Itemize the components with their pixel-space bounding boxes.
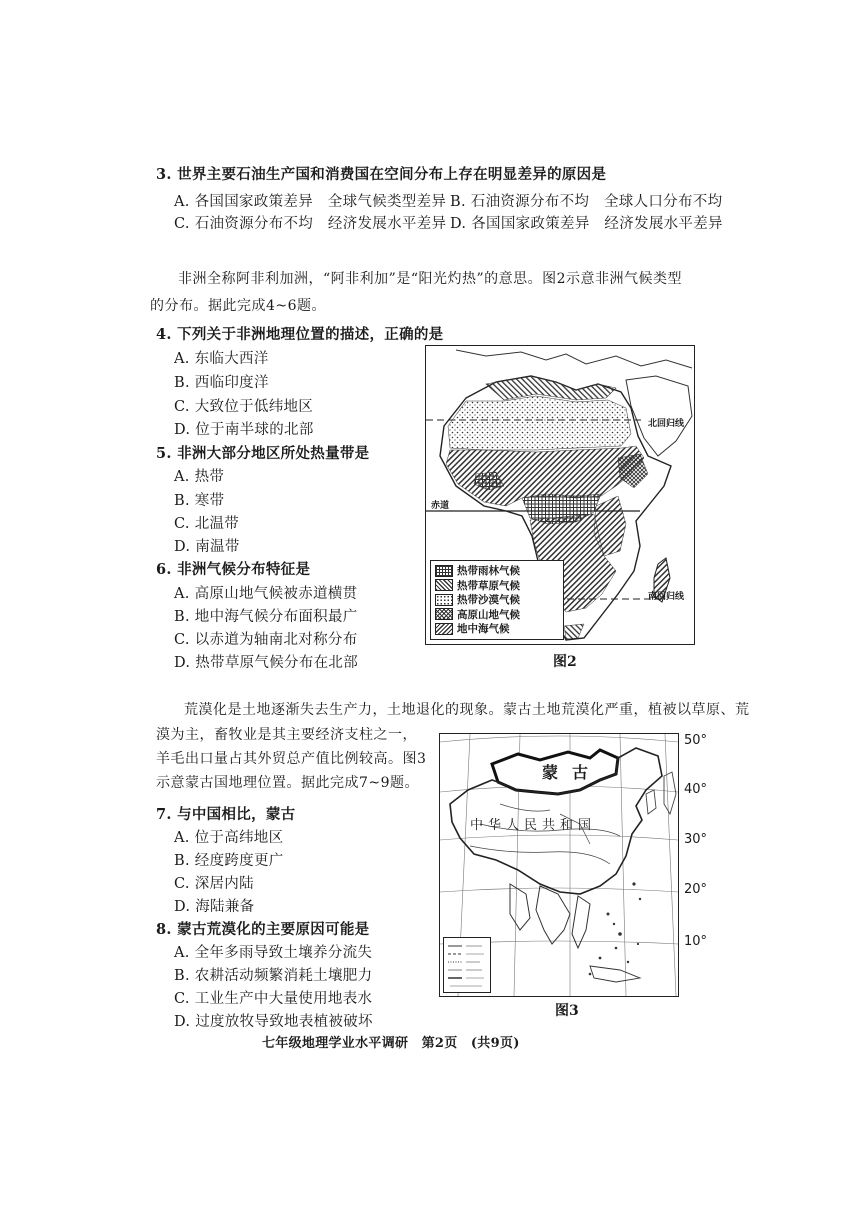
legend-item-desert: 热带沙漠气候 (435, 593, 559, 608)
savanna-swatch-icon (435, 579, 453, 591)
q8-stem: 8. 蒙古荒漠化的主要原因可能是 (156, 921, 370, 938)
legend-item-rainforest: 热带雨林气候 (435, 564, 559, 579)
q5-stem: 5. 非洲大部分地区所处热量带是 (156, 445, 370, 462)
intro-mongolia-line-3: 羊毛出口量占其外贸总产值比例较高。图3 (156, 751, 427, 767)
q7-option-c: C. 深居内陆 (174, 876, 254, 892)
climate-legend (430, 560, 564, 641)
page-footer: 七年级地理学业水平调研 第2页 (共9页) (262, 1036, 520, 1051)
china-label: 中华人民共和国 (470, 818, 597, 833)
q3-option-c: C. 石油资源分布不均 经济发展水平差异 (174, 216, 447, 232)
q6-option-d: D. 热带草原气候分布在北部 (174, 655, 359, 671)
latitude-label-50: 50° (684, 733, 708, 748)
q7-option-d: D. 海陆兼备 (174, 899, 255, 915)
desert-swatch-icon (435, 594, 453, 606)
q3-option-a: A. 各国国家政策差异 全球气候类型差异 (174, 194, 447, 210)
q5-option-b: B. 寒带 (174, 493, 225, 509)
highland-swatch-icon (435, 608, 453, 620)
q3-option-b: B. 石油资源分布不均 全球人口分布不均 (450, 194, 723, 210)
intro-mongolia-line-2: 漠为主，畜牧业是其主要经济支柱之一， (156, 727, 417, 743)
latitude-label-40: 40° (684, 782, 708, 797)
figure3-caption: 图3 (555, 1003, 579, 1019)
q7-option-b: B. 经度跨度更广 (174, 853, 284, 869)
q4-option-a: A. 东临大西洋 (174, 351, 269, 367)
q4-option-c: C. 大致位于低纬地区 (174, 399, 314, 415)
q5-option-a: A. 热带 (174, 469, 225, 485)
q5-option-d: D. 南温带 (174, 539, 240, 555)
q5-option-c: C. 北温带 (174, 516, 240, 532)
q3-option-d: D. 各国国家政策差异 经济发展水平差异 (450, 216, 723, 232)
q7-stem: 7. 与中国相比，蒙古 (156, 806, 296, 823)
q6-option-b: B. 地中海气候分布面积最广 (174, 609, 358, 625)
legend-item-mediterranean: 地中海气候 (435, 622, 559, 637)
q8-option-b: B. 农耕活动频繁消耗土壤肥力 (174, 968, 373, 984)
intro-mongolia-line-1: 荒漠化是土地逐渐失去生产力，土地退化的现象。蒙古土地荒漠化严重，植被以草原、荒 (184, 702, 750, 718)
legend-item-highland: 高原山地气候 (435, 607, 559, 622)
tropic-of-capricorn-label: 南回归线 (648, 592, 685, 602)
latitude-label-10: 10° (684, 934, 708, 949)
q4-option-d: D. 位于南半球的北部 (174, 422, 314, 438)
q8-option-a: A. 全年多雨导致土壤养分流失 (174, 945, 373, 961)
q6-option-a: A. 高原山地气候被赤道横贯 (174, 586, 358, 602)
q7-option-a: A. 位于高纬地区 (174, 830, 284, 846)
tropic-of-cancer-label: 北回归线 (648, 419, 685, 429)
intro-africa: 非洲全称阿非利加洲，“阿非利加”是“阳光灼热”的意思。图2示意非洲气候类型的分布。据此完成4~6题。 (150, 271, 683, 314)
equator-label: 赤道 (431, 501, 450, 511)
map-mini-legend (443, 937, 491, 993)
q4-option-b: B. 西临印度洋 (174, 375, 269, 391)
q3-stem: 3. 世界主要石油生产国和消费国在空间分布上存在明显差异的原因是 (156, 166, 607, 183)
mini-legend-icon (444, 938, 490, 992)
q8-option-d: D. 过度放牧导致地表植被破坏 (174, 1014, 373, 1030)
q6-stem: 6. 非洲气候分布特征是 (156, 561, 311, 578)
rainforest-swatch-icon (435, 565, 453, 577)
mediterranean-swatch-icon (435, 623, 453, 635)
mongolia-location-map (439, 733, 679, 997)
africa-climate-map (425, 345, 695, 645)
latitude-label-30: 30° (684, 832, 708, 847)
q4-stem: 4. 下列关于非洲地理位置的描述，正确的是 (156, 326, 444, 343)
latitude-label-20: 20° (684, 882, 708, 897)
mongolia-label: 蒙古 (542, 763, 603, 782)
figure2-caption: 图2 (553, 654, 577, 670)
q8-option-c: C. 工业生产中大量使用地表水 (174, 991, 373, 1007)
q6-option-c: C. 以赤道为轴南北对称分布 (174, 632, 358, 648)
legend-item-savanna: 热带草原气候 (435, 578, 559, 593)
intro-mongolia-line-4: 示意蒙古国地理位置。据此完成7~9题。 (156, 775, 420, 791)
